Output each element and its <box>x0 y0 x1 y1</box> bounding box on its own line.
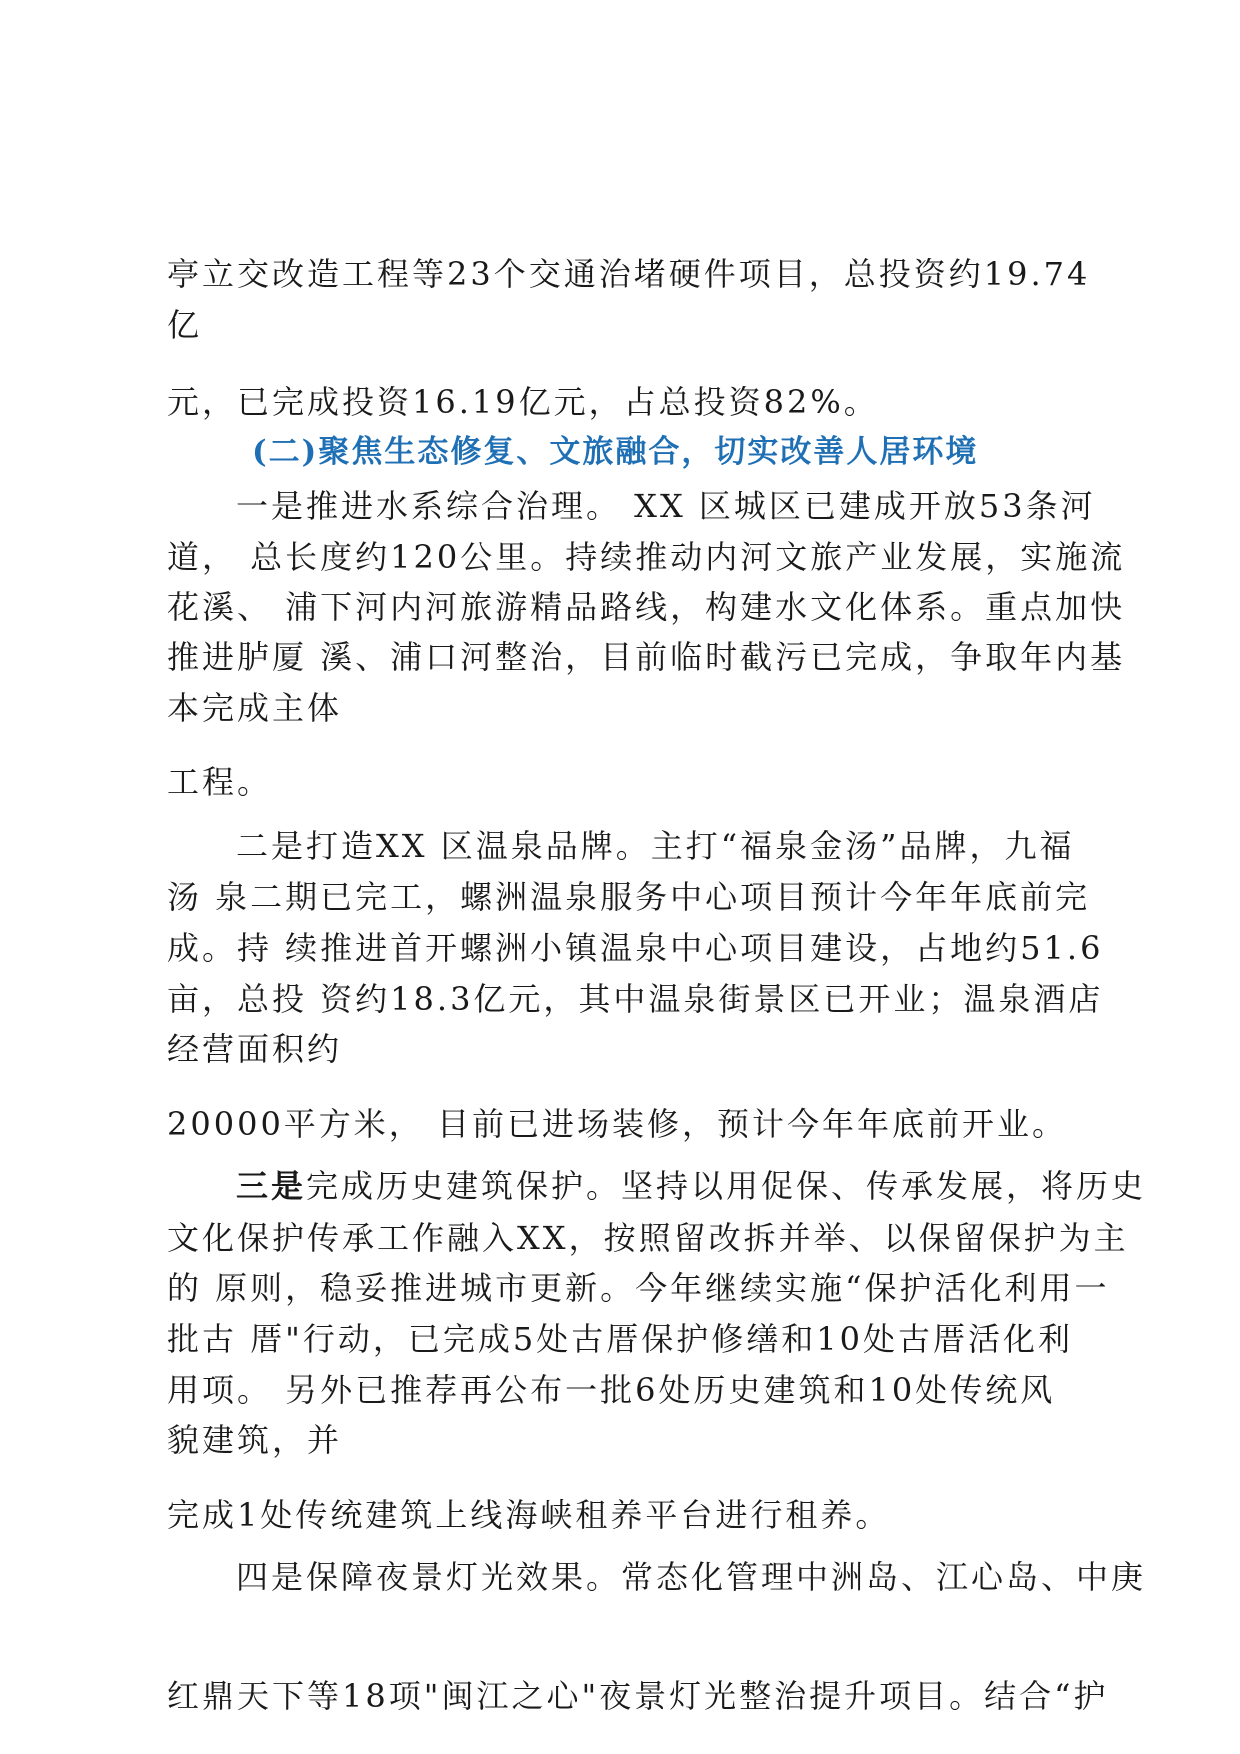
paragraph-line: 一是推进水系综合治理。 XX 区城区已建成开放53条河 <box>236 487 1096 525</box>
paragraph-line: 推进胪厦 溪、浦口河整治，目前临时截污已完成，争取年内基 <box>167 638 1126 676</box>
paragraph-line: 亿 <box>167 306 203 344</box>
paragraph-line: 汤 泉二期已完工，螺洲温泉服务中心项目预计今年年底前完 <box>167 878 1091 916</box>
paragraph-line: 用项。 另外已推荐再公布一批6处历史建筑和10处传统风 <box>167 1371 1056 1409</box>
paragraph-line: 花溪、 浦下河内河旅游精品路线，构建水文化体系。重点加快 <box>167 588 1126 626</box>
paragraph-line: 的 原则，稳妥推进城市更新。今年继续实施“保护活化利用一 <box>167 1269 1110 1307</box>
paragraph-line: 道， 总长度约120公里。持续推动内河文旅产业发展，实施流 <box>167 538 1126 576</box>
paragraph-line: 批古 厝"行动，已完成5处古厝保护修缮和10处古厝活化利 <box>167 1320 1073 1358</box>
paragraph-line: 工程。 <box>167 763 273 801</box>
paragraph-text: 完成历史建筑保护。坚持以用促保、传承发展，将历史 <box>306 1167 1147 1205</box>
paragraph-line: 二是打造XX 区温泉品牌。主打“福泉金汤”品牌，九福 <box>236 827 1075 865</box>
paragraph-line: 完成1处传统建筑上线海峡租养平台进行租养。 <box>167 1496 891 1534</box>
paragraph-line: 文化保护传承工作融入XX，按照留改拆并举、以保留保护为主 <box>167 1219 1129 1257</box>
bold-lead: 三是 <box>236 1167 307 1205</box>
paragraph-line: 貌建筑，并 <box>167 1421 343 1459</box>
paragraph-line: 成。持 续推进首开螺洲小镇温泉中心项目建设，占地约51.6 <box>167 929 1104 967</box>
paragraph-line: 亭立交改造工程等23个交通治堵硬件项目，总投资约19.74 <box>167 255 1091 293</box>
paragraph-line: 20000平方米， 目前已进场装修，预计今年年底前开业。 <box>167 1105 1067 1143</box>
paragraph-line: 本完成主体 <box>167 689 343 727</box>
section-heading: (二)聚焦生态修复、文旅融合，切实改善人居环境 <box>252 434 979 470</box>
paragraph-line: 四是保障夜景灯光效果。常态化管理中洲岛、江心岛、中庚 <box>236 1558 1147 1596</box>
paragraph-line-with-bold-lead <box>236 1166 1146 1206</box>
paragraph-line: 经营面积约 <box>167 1030 343 1068</box>
paragraph-line: 元，已完成投资16.19亿元，占总投资82%。 <box>167 383 879 421</box>
paragraph-line: 红鼎天下等18项"闽江之心"夜景灯光整治提升项目。结合“护 <box>167 1677 1109 1715</box>
paragraph-line: 亩，总投 资约18.3亿元，其中温泉街景区已开业；温泉酒店 <box>167 980 1104 1018</box>
